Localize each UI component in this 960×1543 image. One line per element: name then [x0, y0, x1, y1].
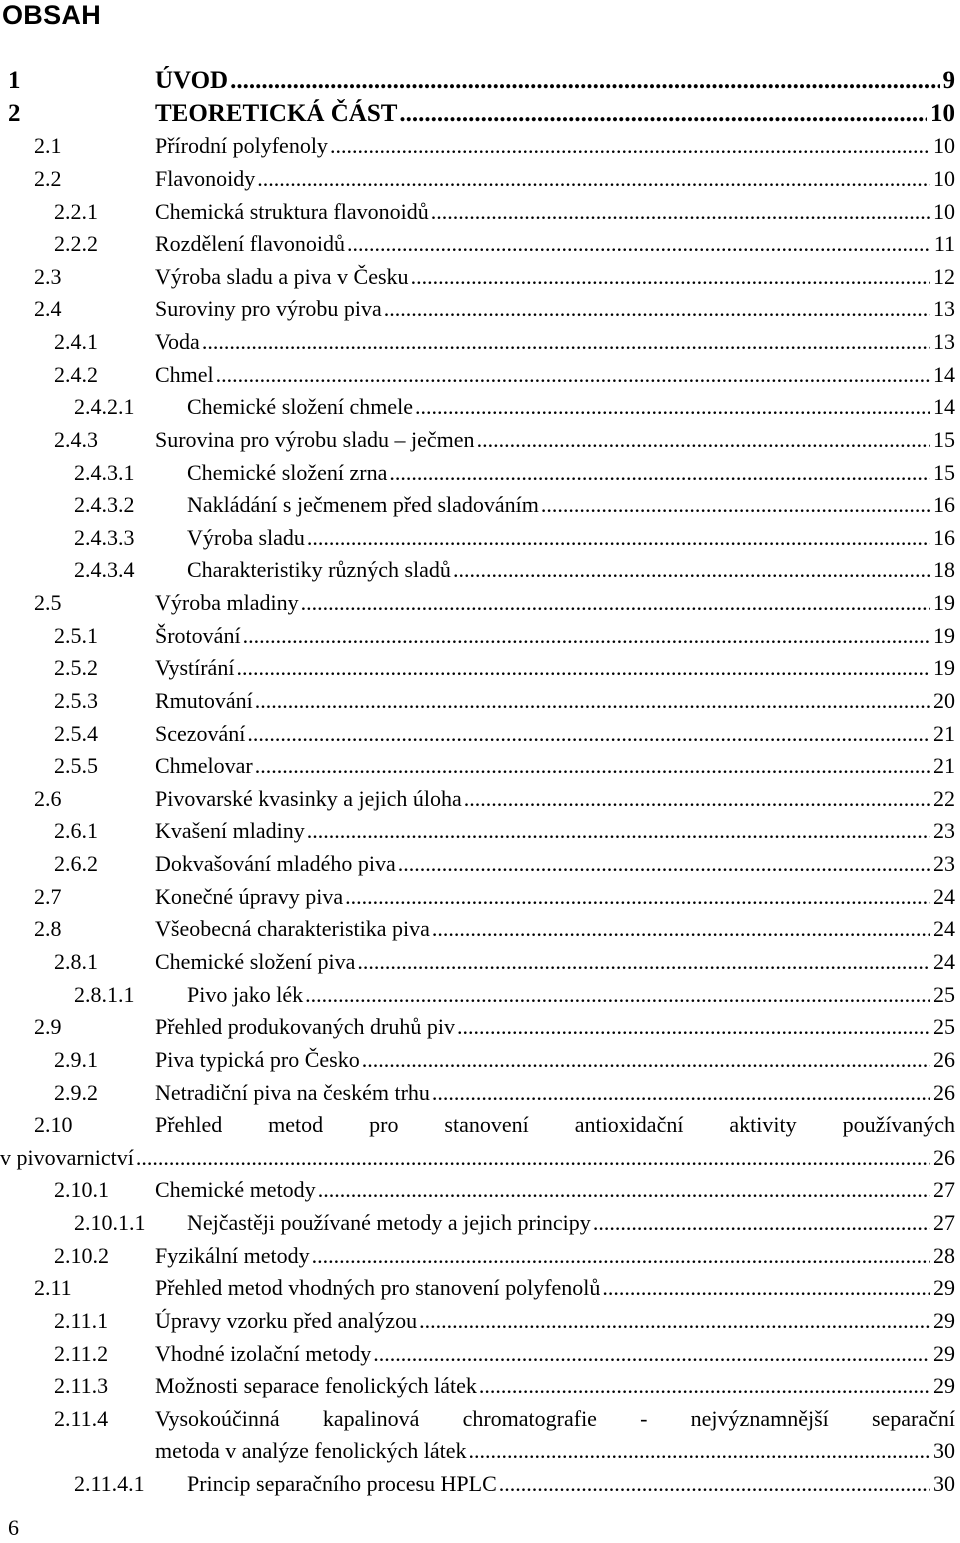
toc-entry[interactable]	[0, 1010, 955, 1044]
toc-entry[interactable]	[0, 1402, 955, 1436]
toc-entry-number: 2.4	[34, 296, 62, 322]
toc-entry-line	[155, 1304, 955, 1338]
toc-entry-number: 2.4.3.1	[74, 459, 135, 485]
toc-entry-line	[155, 358, 955, 392]
toc-entry-page: 25	[933, 981, 955, 1007]
toc-entry-number: 2.11.2	[54, 1340, 109, 1366]
toc-entry-number: 2.4.3.4	[74, 557, 135, 583]
toc-entry[interactable]	[0, 358, 955, 392]
toc-entry[interactable]	[0, 814, 955, 848]
toc-entry-number: 2.10.2	[54, 1242, 109, 1268]
dot-leader	[477, 423, 930, 457]
toc-entry-number: 2.6.2	[54, 851, 98, 877]
dot-leader	[362, 1043, 930, 1077]
toc-entry-line	[155, 64, 955, 98]
toc-entry-number: 2.5.2	[54, 655, 98, 681]
dot-leader	[255, 749, 930, 783]
dot-leader	[384, 292, 930, 326]
toc-entry-number: 2.2.2	[54, 231, 98, 257]
toc-entry-page: 24	[933, 949, 955, 974]
dot-leader	[419, 1304, 930, 1338]
toc-entry[interactable]	[0, 1043, 955, 1077]
toc-entry-number: 2.4.3	[54, 426, 98, 452]
toc-entry-number: 2.11	[34, 1275, 72, 1301]
toc-entry-number: 2.11.3	[54, 1373, 109, 1399]
dot-leader	[330, 129, 930, 163]
toc-entry[interactable]	[0, 782, 955, 816]
toc-entry-page: 11	[933, 231, 955, 257]
toc-entry-page: 26	[933, 1079, 955, 1105]
toc-entry-number: 2.4.2	[54, 361, 98, 387]
dot-leader	[457, 1010, 930, 1044]
toc-entry-page: 16	[933, 492, 955, 518]
toc-entry[interactable]	[0, 1108, 955, 1142]
toc-entry-title: Vhodné izolační metody	[155, 1340, 372, 1366]
toc-entry-page: 24	[933, 916, 955, 942]
toc-entry[interactable]	[0, 586, 955, 620]
toc-entry-page: 29	[933, 1307, 955, 1333]
toc-entry-title: Kvašení mladiny	[155, 818, 305, 844]
toc-entry-page: 21	[933, 753, 955, 779]
toc-entry-title: Charakteristiky různých sladů	[187, 557, 451, 583]
toc-entry[interactable]	[0, 390, 955, 424]
toc-entry[interactable]	[0, 651, 955, 685]
toc-entry-title: Voda	[155, 329, 200, 355]
dot-leader	[136, 1141, 930, 1175]
toc-entry[interactable]	[0, 1271, 955, 1305]
toc-entry-title: Chemické metody	[155, 1177, 316, 1203]
toc-entry-page: 12	[933, 263, 955, 289]
toc-entry[interactable]	[0, 684, 955, 718]
toc-entry-title-continued: v pivovarnictví	[0, 1144, 134, 1170]
toc-entry-page: 23	[933, 818, 955, 844]
dot-leader	[347, 227, 931, 261]
dot-leader	[453, 553, 930, 587]
toc-entry-title: Nejčastěji používané metody a jejich principy	[187, 1210, 591, 1236]
dot-leader	[469, 1434, 930, 1468]
toc-entry[interactable]	[0, 423, 955, 457]
toc-entry-line	[187, 456, 955, 490]
dot-leader	[389, 456, 930, 490]
toc-entry-line	[155, 1010, 955, 1044]
toc-entry[interactable]	[0, 129, 955, 163]
toc-entry-number: 2.4.3.3	[74, 524, 135, 550]
toc-entry-page: 16	[933, 524, 955, 550]
dot-leader	[411, 260, 930, 294]
toc-entry-line	[155, 684, 955, 718]
toc-entry-page: 14	[933, 361, 955, 387]
toc-entry-line	[155, 195, 955, 229]
toc-entry-page: 29	[933, 1373, 955, 1399]
toc-entry-title: Chmel	[155, 361, 214, 387]
toc-entry-title: Flavonoidy	[155, 165, 256, 191]
toc-entry-number: 2.2	[34, 165, 62, 191]
toc-entry-number: 2.4.1	[54, 329, 98, 355]
dot-leader	[312, 1239, 930, 1273]
dot-leader	[307, 814, 930, 848]
toc-entry[interactable]	[0, 1337, 955, 1371]
toc-entry-title: Suroviny pro výrobu piva	[155, 296, 382, 322]
toc-entry-page: 15	[933, 459, 955, 485]
dot-leader	[415, 390, 930, 424]
toc-entry-number: 2.8	[34, 916, 62, 942]
toc-entry-number: 2.9.1	[54, 1046, 98, 1072]
toc-entry-page: 20	[933, 687, 955, 713]
toc-entry-line	[155, 814, 955, 848]
toc-entry-page: 30	[933, 1438, 955, 1464]
toc-entry-line	[155, 1239, 955, 1273]
toc-entry[interactable]	[0, 227, 955, 261]
toc-entry-title: Princip separačního procesu HPLC	[187, 1471, 497, 1497]
dot-leader	[499, 1467, 930, 1501]
toc-entry-continuation	[0, 1141, 955, 1175]
toc-entry[interactable]	[0, 1173, 955, 1207]
toc-entry-title: Výroba sladu a piva v Česku	[155, 263, 409, 289]
toc-entry-line	[155, 325, 955, 359]
toc-entry-number: 2	[8, 99, 21, 127]
toc-entry-page: 14	[933, 394, 955, 420]
toc-entry-page: 9	[942, 67, 955, 94]
dot-leader	[593, 1206, 930, 1240]
toc-entry-title: Chemické složení piva	[155, 949, 356, 974]
toc-entry-number: 2.10.1	[54, 1177, 109, 1203]
toc-entry-number: 1	[8, 67, 21, 94]
toc-entry-line	[155, 129, 955, 163]
toc-entry-number: 2.5.4	[54, 720, 98, 746]
dot-leader	[432, 912, 930, 946]
toc-entry-number: 2.10	[34, 1112, 73, 1138]
toc-entry-line	[187, 553, 955, 587]
toc-entry-number: 2.6	[34, 785, 62, 811]
toc-entry-page: 25	[933, 1014, 955, 1040]
toc-entry-page: 19	[933, 590, 955, 616]
toc-entry[interactable]	[0, 162, 955, 196]
toc-entry-line	[155, 97, 955, 131]
toc-entry-line	[155, 227, 955, 261]
toc-entry-number: 2.1	[34, 133, 62, 159]
toc-entry-page: 19	[933, 622, 955, 648]
toc-entry[interactable]	[0, 1304, 955, 1338]
toc-entry-number: 2.8.1.1	[74, 981, 135, 1007]
toc-entry-title: Přehled metod pro stanovení antioxidační aktivity používaných	[155, 1112, 955, 1138]
toc-entry[interactable]	[0, 1467, 955, 1501]
toc-entry-line	[155, 749, 955, 783]
toc-entry[interactable]	[0, 325, 955, 359]
toc-entry-line	[155, 880, 955, 914]
dot-leader	[305, 978, 930, 1012]
toc-entry-line	[155, 847, 955, 881]
dot-leader	[398, 847, 930, 881]
toc-entry-title: Vystírání	[155, 655, 235, 681]
toc-entry-continuation	[0, 1434, 955, 1468]
toc-entry[interactable]	[0, 1239, 955, 1273]
toc-entry[interactable]	[0, 945, 955, 979]
toc-entry-title: Úpravy vzorku před analýzou	[155, 1307, 418, 1333]
dot-leader	[431, 195, 930, 229]
toc-entry-line	[155, 651, 955, 685]
toc-entry[interactable]	[0, 978, 955, 1012]
toc-entry[interactable]	[0, 912, 955, 946]
toc-entry-line	[155, 782, 955, 816]
toc-entry-page: 21	[933, 720, 955, 746]
toc-entry[interactable]	[0, 195, 955, 229]
dot-leader	[257, 162, 930, 196]
toc-entry-line	[0, 1141, 955, 1175]
toc-entry-line	[187, 1206, 955, 1240]
dot-leader	[236, 651, 930, 685]
toc-entry-page: 18	[933, 557, 955, 583]
toc-entry-page: 13	[933, 329, 955, 355]
toc-entry[interactable]	[0, 880, 955, 914]
toc-entry[interactable]	[0, 97, 955, 131]
toc-entry[interactable]	[0, 64, 955, 98]
toc-entry-page: 15	[933, 426, 955, 452]
toc-entry-page: 30	[933, 1471, 955, 1497]
toc-entry-title: Chmelovar	[155, 753, 253, 779]
toc-entry-line	[155, 945, 955, 979]
toc-entry-title: Výroba sladu	[187, 524, 305, 550]
toc-entry[interactable]	[0, 1076, 955, 1110]
dot-leader	[541, 488, 930, 522]
toc-entry-number: 2.7	[34, 883, 62, 909]
toc-entry-line	[155, 1337, 955, 1371]
toc-entry[interactable]	[0, 1369, 955, 1403]
toc-entry-line	[187, 488, 955, 522]
toc-entry-number: 2.4.3.2	[74, 492, 135, 518]
toc-entry-title-continued: metoda v analýze fenolických látek	[155, 1438, 467, 1464]
toc-entry-title: Pivovarské kvasinky a jejich úloha	[155, 785, 462, 811]
toc-entry-page: 29	[933, 1340, 955, 1366]
toc-entry[interactable]	[0, 456, 955, 490]
dot-leader	[247, 717, 930, 751]
toc-entry-page: 26	[933, 1046, 955, 1072]
toc-entry[interactable]	[0, 847, 955, 881]
toc-entry-number: 2.9.2	[54, 1079, 98, 1105]
toc-entry[interactable]	[0, 717, 955, 751]
toc-entry-number: 2.5.5	[54, 753, 98, 779]
dot-leader	[255, 684, 930, 718]
toc-entry-number: 2.11.1	[54, 1307, 109, 1333]
toc-entry[interactable]	[0, 488, 955, 522]
toc-entry-title: Dokvašování mladého piva	[155, 851, 396, 877]
toc-entry-number: 2.11.4	[54, 1405, 109, 1431]
toc-entry-page: 23	[933, 851, 955, 877]
toc-entry-line	[155, 162, 955, 196]
toc-entry[interactable]	[0, 749, 955, 783]
toc-entry-title: TEORETICKÁ ČÁST	[155, 99, 398, 127]
toc-entry-line	[155, 1434, 955, 1468]
toc-entry-number: 2.4.2.1	[74, 394, 135, 420]
toc-entry-title: Přehled produkovaných druhů piv	[155, 1014, 455, 1040]
dot-leader	[432, 1076, 930, 1110]
toc-entry-title: Všeobecná charakteristika piva	[155, 916, 430, 942]
toc-entry-page: 10	[930, 99, 955, 127]
toc-entry-number: 2.9	[34, 1014, 62, 1040]
toc-entry-line	[155, 619, 955, 653]
toc-entry-page: 10	[933, 133, 955, 159]
toc-entry[interactable]	[0, 553, 955, 587]
toc-entry-number: 2.5	[34, 590, 62, 616]
toc-entry-title: Možnosti separace fenolických látek	[155, 1373, 477, 1399]
toc-entry-line	[187, 521, 955, 555]
toc-entry-page: 22	[933, 785, 955, 811]
toc-entry[interactable]	[0, 292, 955, 326]
toc-entry-title: Scezování	[155, 720, 246, 746]
toc-entry-number: 2.10.1.1	[74, 1210, 146, 1236]
toc-entry-line	[155, 586, 955, 620]
toc-entry-line	[187, 978, 955, 1012]
dot-leader	[230, 64, 939, 98]
toc-entry-page: 10	[933, 165, 955, 191]
toc-entry-title: Pivo jako lék	[187, 981, 304, 1007]
toc-entry-title: Fyzikální metody	[155, 1242, 310, 1268]
dot-leader	[464, 782, 930, 816]
toc-entry-number: 2.11.4.1	[74, 1471, 145, 1497]
toc-entry-line	[155, 717, 955, 751]
dot-leader	[318, 1173, 930, 1207]
dot-leader	[479, 1369, 930, 1403]
dot-leader	[301, 586, 930, 620]
toc-entry-title: Výroba mladiny	[155, 590, 299, 616]
toc-entry-number: 2.2.1	[54, 198, 98, 224]
dot-leader	[243, 619, 930, 653]
toc-entry-number: 2.5.1	[54, 622, 98, 648]
toc-entry[interactable]	[0, 619, 955, 653]
dot-leader	[399, 97, 927, 131]
dot-leader	[373, 1337, 930, 1371]
toc-entry-page: 27	[933, 1177, 955, 1203]
toc-entry-title: Přírodní polyfenoly	[155, 133, 328, 159]
toc-entry-number: 2.5.3	[54, 687, 98, 713]
dot-leader	[357, 945, 930, 979]
toc-entry-title: Konečné úpravy piva	[155, 883, 344, 909]
toc-entry-title: Chemická struktura flavonoidů	[155, 198, 429, 224]
toc-entry-page: 10	[933, 198, 955, 224]
toc-entry-line	[155, 1369, 955, 1403]
toc-entry-page: 19	[933, 655, 955, 681]
toc-entry-line	[155, 292, 955, 326]
toc-entry-title: Rozdělení flavonoidů	[155, 231, 346, 257]
toc-entry-title: Chemické složení chmele	[187, 394, 414, 420]
dot-leader	[345, 880, 930, 914]
toc-entry-title: Rmutování	[155, 687, 253, 713]
toc-entry-title: Přehled metod vhodných pro stanovení polyfenolů	[155, 1275, 601, 1301]
page-number: 6	[8, 1515, 19, 1540]
toc-entry-title: Netradiční piva na českém trhu	[155, 1079, 430, 1105]
toc-entry-line	[155, 423, 955, 457]
toc-entry-title: Vysokoúčinná kapalinová chromatografie - nejvýznamnější separační	[155, 1405, 955, 1431]
toc-entry-line	[155, 1043, 955, 1077]
toc-entry-number: 2.3	[34, 263, 62, 289]
toc-entry-page: 28	[933, 1242, 955, 1268]
toc-entry-line	[187, 390, 955, 424]
toc-entry-page: 27	[933, 1210, 955, 1236]
dot-leader	[307, 521, 930, 555]
toc-entry-title: Piva typická pro Česko	[155, 1046, 360, 1072]
toc-entry-title: Nakládání s ječmenem před sladováním	[187, 492, 539, 518]
toc-entry-title: Chemické složení zrna	[187, 459, 388, 485]
toc-entry[interactable]	[0, 260, 955, 294]
toc-entry-page: 24	[933, 883, 955, 909]
toc-entry-line	[155, 1271, 955, 1305]
toc-entry-line	[155, 260, 955, 294]
toc-entry-line	[155, 1076, 955, 1110]
toc-entry-page: 13	[933, 296, 955, 322]
dot-leader	[602, 1271, 930, 1305]
toc-entry-line	[187, 1467, 955, 1501]
toc-entry-title: ÚVOD	[155, 67, 229, 94]
toc-entry[interactable]	[0, 521, 955, 555]
toc-entry-page: 29	[933, 1275, 955, 1301]
dot-leader	[202, 325, 930, 359]
toc-entry-page: 26	[933, 1144, 955, 1170]
toc-entry-number: 2.6.1	[54, 818, 98, 844]
dot-leader	[216, 358, 930, 392]
toc-entry-title: Šrotování	[155, 622, 241, 648]
toc-entry-line	[155, 912, 955, 946]
toc-entry-number: 2.8.1	[54, 949, 98, 974]
page-heading: OBSAH	[2, 0, 102, 30]
toc-entry[interactable]	[0, 1206, 955, 1240]
toc-entry-line	[155, 1173, 955, 1207]
toc-entry-title: Surovina pro výrobu sladu – ječmen	[155, 426, 475, 452]
